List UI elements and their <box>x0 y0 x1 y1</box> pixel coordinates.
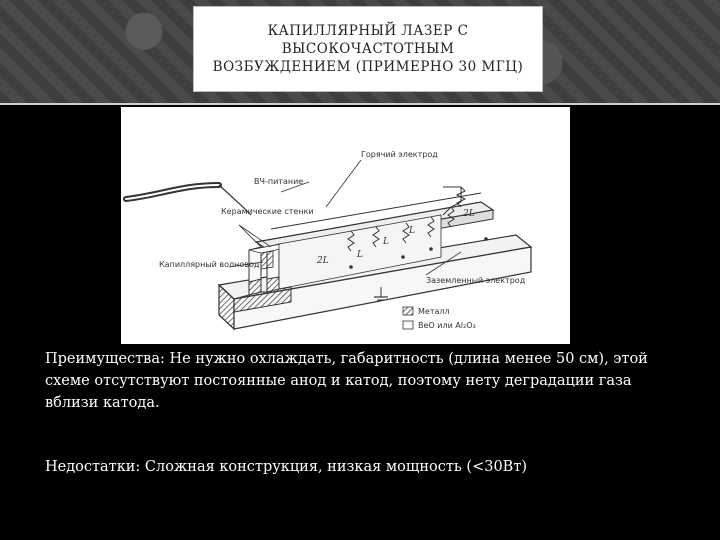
figure-legend <box>403 307 476 330</box>
legend-ceramic-label: BeO или Al₂O₃ <box>418 321 476 330</box>
laser-diagram-svg <box>121 107 570 344</box>
label-capillary-waveguide: Капиллярный волновод <box>159 260 260 269</box>
advantages-text: Преимущества: Не нужно охлаждать, габаритность (длина менее 50 см), этой схеме отсутствуют постоянные анод и катод, поэтому нету деградации газа вблизи катода. <box>45 351 648 411</box>
label-inductor-2l-right: 2L <box>463 209 475 219</box>
label-inductor-l: L <box>383 237 389 247</box>
label-ceramic-walls: Керамические стенки <box>221 207 314 216</box>
label-rf-supply: ВЧ-питание <box>254 177 304 186</box>
header-divider <box>0 103 720 105</box>
label-inductor-l-3: L <box>409 226 415 236</box>
label-inductor-2l-left: 2L <box>317 256 329 266</box>
label-hot-electrode: Горячий электрод <box>361 150 438 159</box>
laser-diagram <box>121 107 570 344</box>
disadvantages-text: Недостатки: Сложная конструкция, низкая мощность (<30Вт) <box>45 459 528 475</box>
legend-swatch-ceramic <box>403 321 413 329</box>
legend-metal-label: Металл <box>418 307 450 316</box>
label-inductor-l-2: L <box>357 250 363 260</box>
slide-title: КАПИЛЛЯРНЫЙ ЛАЗЕР С ВЫСОКОЧАСТОТНЫМ ВОЗБУЖДЕНИЕМ (ПРИМЕРНО 30 МГЦ) <box>212 23 524 75</box>
title-box <box>193 6 543 92</box>
legend-swatch-metal <box>403 307 413 315</box>
label-grounded-electrode: Заземленный электрод <box>426 276 526 285</box>
